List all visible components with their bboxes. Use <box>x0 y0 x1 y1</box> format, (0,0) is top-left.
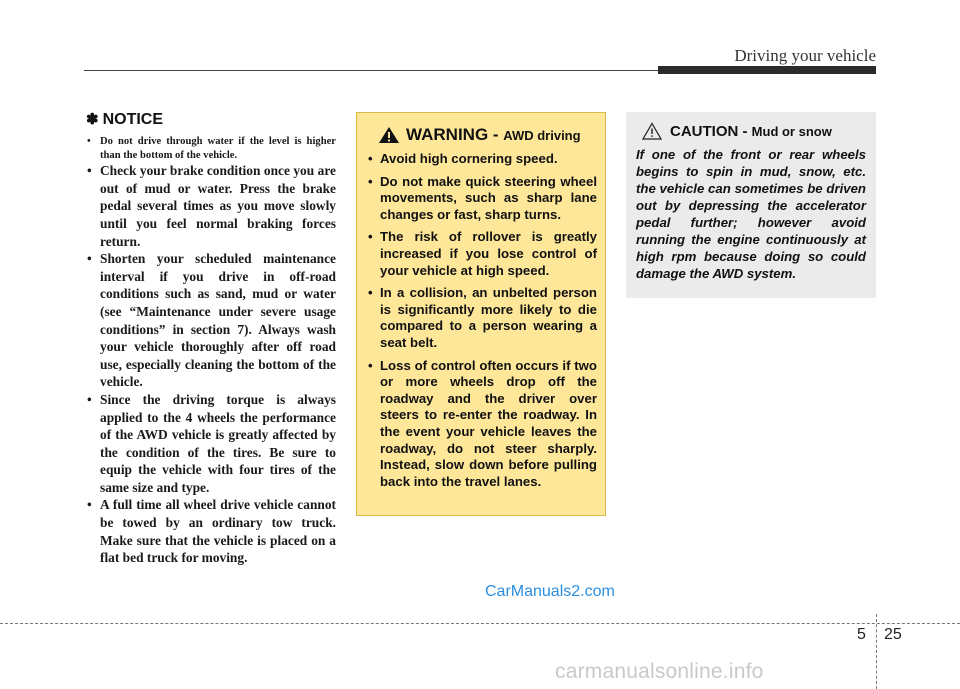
page-number-divider <box>876 614 877 689</box>
caution-subtitle: Mud or snow <box>751 123 832 139</box>
notice-star-icon: ✽ <box>86 111 99 128</box>
footer-rule <box>0 623 960 624</box>
warning-item: • In a collision, an unbelted person is significantly more likely to die compared to a person wearing a seat belt. <box>366 285 597 351</box>
warning-triangle-icon <box>378 126 400 144</box>
warning-item: • The risk of rollover is greatly increased if you lose control of your vehicle at high speed. <box>366 229 597 279</box>
notice-section <box>86 110 336 567</box>
notice-list <box>86 135 336 567</box>
warning-list <box>366 151 597 490</box>
notice-title: NOTICE <box>102 111 164 128</box>
notice-heading <box>86 110 336 129</box>
notice-item: • Check your brake condition once you are out of mud or water. Press the brake pedal several times as you move slowly until you feel normal braking forces return. <box>86 162 336 250</box>
warning-item: • Do not make quick steering wheel movements, such as sharp lane changes or fast, sharp turns. <box>366 174 597 224</box>
notice-item: • A full time all wheel drive vehicle cannot be towed by an ordinary tow truck. Make sure that the vehicle is placed on a flat bed truck for moving. <box>86 496 336 566</box>
header-rule <box>84 70 658 71</box>
notice-item: • Do not drive through water if the level is higher than the bottom of the vehicle. <box>86 135 336 162</box>
caution-box <box>626 112 876 298</box>
header-rule-accent <box>658 66 876 74</box>
warning-item: • Avoid high cornering speed. <box>366 151 597 168</box>
watermark-link[interactable]: CarManuals2.com <box>485 583 615 600</box>
chapter-number: 5 <box>857 626 866 643</box>
caution-heading <box>636 122 868 140</box>
caution-text: If one of the front or rear wheels begins to spin in mud, snow, etc. the vehicle can sometimes be driven out by depressing the accelerator pedal further; however avoid running the engine continuously at high rpm because doing so could damage the AWD system. <box>636 147 866 281</box>
caution-title: CAUTION - <box>670 122 748 140</box>
warning-heading <box>366 125 597 145</box>
section-title: Driving your vehicle <box>734 46 876 65</box>
footer-watermark: carmanualsonline.info <box>555 660 764 683</box>
notice-item: • Since the driving torque is always applied to the 4 wheels the performance of the AWD vehicle is greatly affected by the condition of the tires. Be sure to equip the vehicle with four tires of the same size and type. <box>86 391 336 497</box>
warning-title: WARNING - <box>406 125 499 144</box>
notice-item: • Shorten your scheduled maintenance interval if you drive in off-road conditions such as sand, mud or water (see “Maintenance under severe usage conditions” in section 7). Always wash your vehicle thoroughly after off road use, especially cleaning the bottom of the vehicle. <box>86 250 336 391</box>
warning-subtitle: AWD driving <box>503 128 581 143</box>
caution-triangle-icon <box>642 122 662 140</box>
page-number: 25 <box>884 626 902 643</box>
warning-box <box>356 112 606 516</box>
warning-item: • Loss of control often occurs if two or more wheels drop off the roadway and the driver over steers to re-enter the roadway. In the event your vehicle leaves the roadway, do not steer sharply. Instead, slow down before pulling back into the travel lanes. <box>366 358 597 491</box>
